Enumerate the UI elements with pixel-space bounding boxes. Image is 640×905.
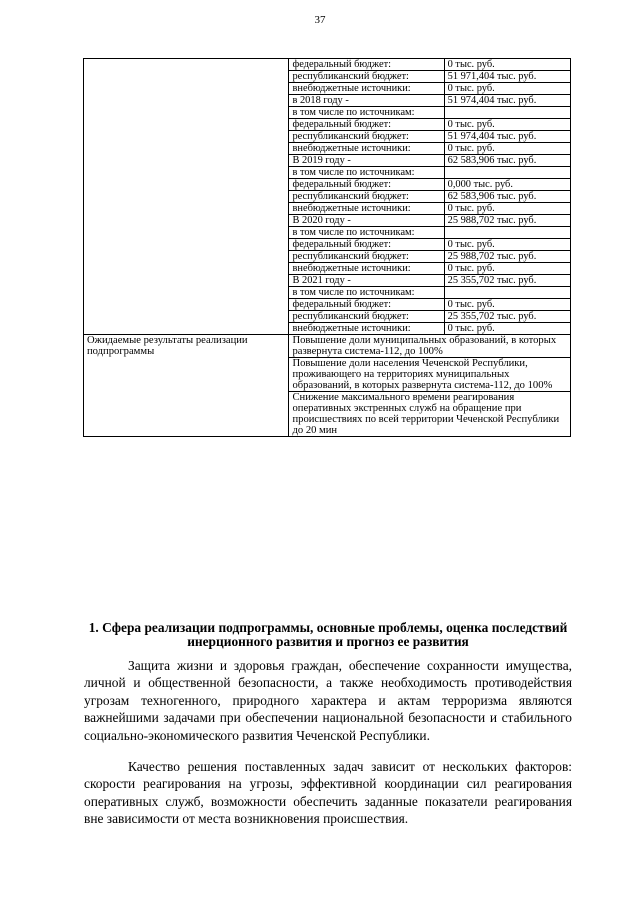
budget-amount: 62 583,906 тыс. руб. <box>444 155 570 167</box>
expected-result: Повышение доли муниципальных образований, в которых развернута система-112, до 100% <box>289 335 571 358</box>
budget-amount: 25 355,702 тыс. руб. <box>444 275 570 287</box>
budget-amount: 0 тыс. руб. <box>444 203 570 215</box>
budget-amount: 62 583,906 тыс. руб. <box>444 191 570 203</box>
budget-amount: 51 971,404 тыс. руб. <box>444 71 570 83</box>
budget-table-body <box>84 59 571 437</box>
table-row <box>84 335 571 358</box>
table-row <box>84 59 571 71</box>
budget-table <box>83 58 571 437</box>
budget-source-label: республиканский бюджет: <box>289 71 444 83</box>
expected-result: Повышение доли населения Чеченской Республики, проживающего на территориях муниципальных образований, в которых развернута система-112, до 100% <box>289 358 571 392</box>
budget-amount <box>444 167 570 179</box>
budget-amount: 0 тыс. руб. <box>444 143 570 155</box>
budget-source-label: федеральный бюджет: <box>289 59 444 71</box>
budget-amount: 0 тыс. руб. <box>444 59 570 71</box>
budget-source-label: в 2018 году - <box>289 95 444 107</box>
budget-source-label: внебюджетные источники: <box>289 203 444 215</box>
section-heading: 1. Сфера реализации подпрограммы, основные проблемы, оценка последствий инерционного развития и прогноз ее развития <box>88 620 568 649</box>
budget-source-label: внебюджетные источники: <box>289 263 444 275</box>
budget-source-label: внебюджетные источники: <box>289 143 444 155</box>
budget-amount: 25 988,702 тыс. руб. <box>444 251 570 263</box>
budget-amount <box>444 107 570 119</box>
expected-results-label: Ожидаемые результаты реализации подпрограммы <box>84 335 289 437</box>
budget-source-label: в том числе по источникам: <box>289 167 444 179</box>
budget-amount: 0 тыс. руб. <box>444 239 570 251</box>
budget-amount: 25 988,702 тыс. руб. <box>444 215 570 227</box>
budget-source-label: В 2019 году - <box>289 155 444 167</box>
budget-source-label: в том числе по источникам: <box>289 227 444 239</box>
budget-source-label: республиканский бюджет: <box>289 131 444 143</box>
budget-source-label: внебюджетные источники: <box>289 323 444 335</box>
body-paragraph: Защита жизни и здоровья граждан, обеспечение сохранности имущества, личной и общественной безопасности, а также необходимость противодействия угрозам техногенного, природного характера и актам терроризма являются важнейшими задачами при обеспечении национальной безопасности и стабильного социально-экономического развития Чеченской Республики. <box>84 658 572 743</box>
budget-amount: 0 тыс. руб. <box>444 263 570 275</box>
budget-amount: 0 тыс. руб. <box>444 299 570 311</box>
budget-source-label: в том числе по источникам: <box>289 287 444 299</box>
budget-source-label: в том числе по источникам: <box>289 107 444 119</box>
budget-source-label: федеральный бюджет: <box>289 239 444 251</box>
budget-source-label: В 2021 году - <box>289 275 444 287</box>
budget-source-label: внебюджетные источники: <box>289 83 444 95</box>
budget-amount: 0 тыс. руб. <box>444 119 570 131</box>
program-name-cell <box>84 59 289 335</box>
budget-source-label: республиканский бюджет: <box>289 311 444 323</box>
budget-source-label: федеральный бюджет: <box>289 179 444 191</box>
budget-source-label: В 2020 году - <box>289 215 444 227</box>
budget-source-label: республиканский бюджет: <box>289 251 444 263</box>
budget-source-label: федеральный бюджет: <box>289 119 444 131</box>
body-paragraph: Качество решения поставленных задач зависит от нескольких факторов: скорости реагирования на угрозы, эффективной координации сил реагирования оперативных служб, возможности обеспечить заданные показатели реагирования вне зависимости от места возникновения происшествия. <box>84 759 572 827</box>
budget-amount: 0 тыс. руб. <box>444 323 570 335</box>
budget-amount: 25 355,702 тыс. руб. <box>444 311 570 323</box>
budget-amount <box>444 287 570 299</box>
budget-source-label: республиканский бюджет: <box>289 191 444 203</box>
budget-amount: 0 тыс. руб. <box>444 83 570 95</box>
budget-amount: 51 974,404 тыс. руб. <box>444 131 570 143</box>
budget-amount: 51 974,404 тыс. руб. <box>444 95 570 107</box>
page-number: 37 <box>314 14 326 26</box>
budget-source-label: федеральный бюджет: <box>289 299 444 311</box>
budget-amount <box>444 227 570 239</box>
expected-result: Снижение максимального времени реагирования оперативных экстренных служб на обращение при происшествиях по всей территории Чеченской Республики до 20 мин <box>289 392 571 437</box>
budget-amount: 0,000 тыс. руб. <box>444 179 570 191</box>
